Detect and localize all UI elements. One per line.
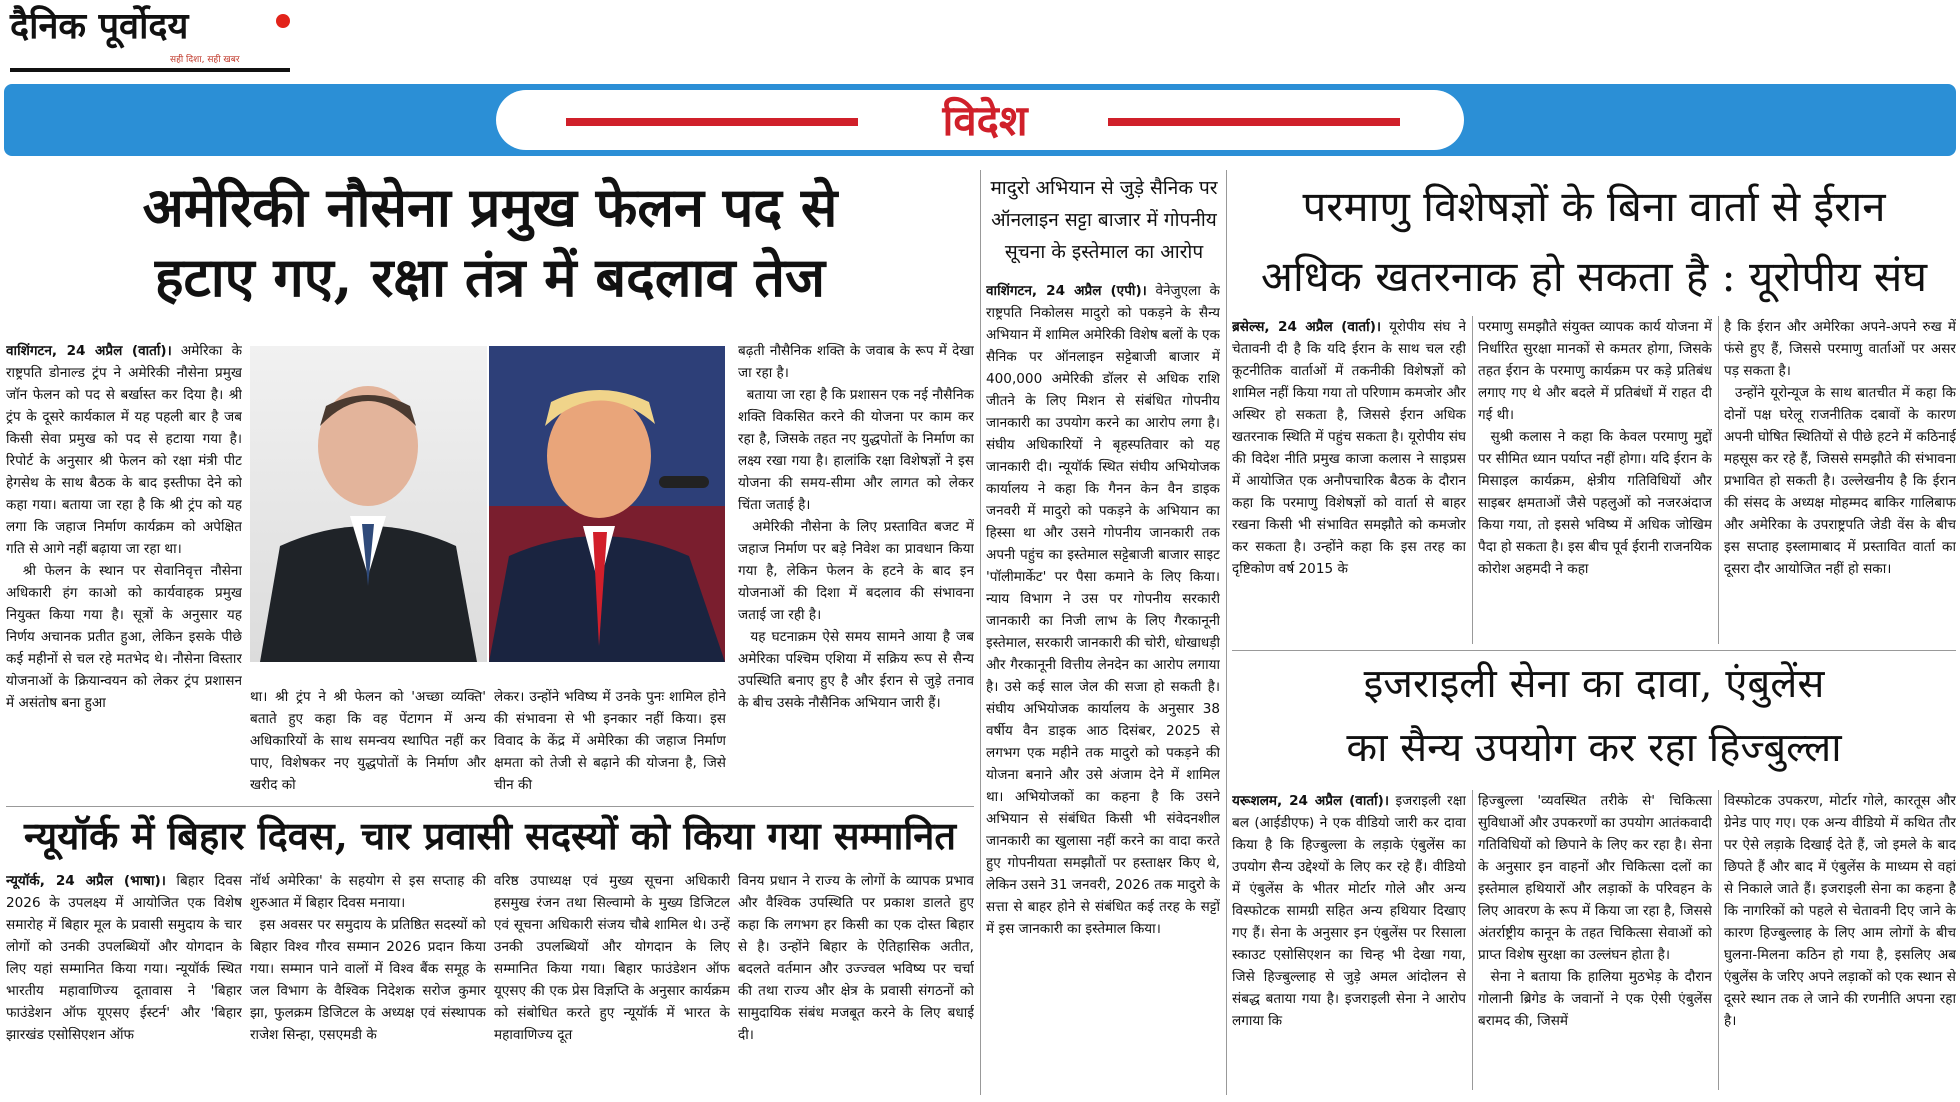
story3-bottom-rule [1232, 650, 1956, 651]
story1-bottom-rule [6, 806, 974, 807]
story4-col2 [1478, 790, 1712, 1090]
story5-col4-text: विनय प्रधान ने राज्य के लोगों के व्यापक प्रभाव और वैश्विक उपस्थिति पर प्रकाश डालते हुए कहा कि लगभग हर किसी का एक दोस्त बिहार से है। उन्होंने बिहार के ऐतिहासिक अतीत, बदलते वर्तमान और उज्ज्वल भविष्य पर चर्चा की तथा राज्य और क्षेत्र के प्रवासी संगठनों को सामुदायिक संबंध मजबूत करने के लिए बधाई दी। [738, 873, 974, 1043]
story5-col2 [250, 870, 486, 1090]
story2-headline-line2: ऑनलाइन सट्टा बाजार में गोपनीय [991, 209, 1217, 231]
story2-headline-line1: मादुरो अभियान से जुड़े सैनिक पर [990, 177, 1218, 199]
story5-dateline: न्यूयॉर्क, 24 अप्रैल (भाषा)। [6, 873, 166, 889]
story1-headline [10, 172, 970, 312]
story1-dateline: वाशिंगटन, 24 अप्रैल (वार्ता)। [6, 343, 172, 359]
story2-body [986, 280, 1220, 1090]
story4-dateline: यरूशलम, 24 अप्रैल (वार्ता)। [1232, 793, 1389, 809]
story3-headline-line2: अधिक खतरनाक हो सकता है : यूरोपीय संघ [1260, 252, 1928, 301]
photo-john-phelan [250, 346, 487, 662]
story1-col4 [738, 340, 974, 804]
masthead-rule [10, 68, 290, 72]
story2-body-text: वेनेजुएला के राष्ट्रपति निकोलस मादुरो को पकड़ने के सैन्य अभियान में शामिल अमेरिकी विशेष बलों के एक सैनिक पर ऑनलाइन सट्टेबाजी बाजार में 400,000 अमेरिकी डॉलर से अधिक राशि जीतने के लिए मिशन से संबंधित गोपनीय जानकारी का उपयोग करने का आरोप लगा है। संघीय अधिकारियों ने बृहस्पतिवार को यह जानकारी दी। न्यूयॉर्क स्थित संघीय अभियोजक कार्यालय ने कहा कि गैनन केन वैन डाइक जनवरी में मादुरो को पकड़ने के अभियान का हिस्सा था और उसने गोपनीय जानकारी तक अपनी पहुंच का इस्तेमाल सट्टेबाजी बाजार साइट 'पॉलीमार्केट' पर पैसा कमाने के लिए किया। न्याय विभाग ने उस पर गोपनीय सरकारी जानकारी का निजी लाभ के लिए गैरकानूनी इस्तेमाल, सरकारी जानकारी की चोरी, धोखाधड़ी और गैरकानूनी वित्तीय लेनदेन का आरोप लगाया है। उसे कई साल जेल की सजा हो सकती है। संघीय अभियोजक कार्यालय के अनुसार 38 वर्षीय वैन डाइक आठ दिसंबर, 2025 से लगभग एक महीने तक मादुरो को पकड़ने की योजना बनाने और उसे अंजाम देने में शामिल था। अभियोजकों का कहना है कि उसने अभियान से संबंधित किसी भी संवेदनशील जानकारी का खुलासा नहीं करने का वादा करते हुए गोपनीयता समझौतों पर हस्ताक्षर किए थे, लेकिन उसने 31 जनवरी, 2026 तक मादुरो के सत्ता से बाहर होने से संबंधित कई तरह के सट्टों में इस जानकारी का इस्तेमाल किया। [986, 283, 1220, 937]
story4-headline-line1: इजराइली सेना का दावा, एंबुलेंस [1363, 661, 1825, 707]
story4-headline-line2: का सैन्य उपयोग कर रहा हिज्बुल्ला [1346, 725, 1842, 771]
story1-col1-text-a: अमेरिका के राष्ट्रपति डोनाल्ड ट्रंप ने अमेरिकी नौसेना प्रमुख जॉन फेलन को पद से बर्खास्त कर दिया है। श्री ट्रंप के दूसरे कार्यकाल में यह पहली बार है जब किसी सेवा प्रमुख को पद से हटाया गया है। रिपोर्ट के अनुसार श्री फेलन को रक्षा मंत्री पीट हेगसेथ के साथ बैठक के बाद इस्तीफा देने को कहा गया। बताया जा रहा है कि श्री ट्रंप को यह लगा कि जहाज निर्माण कार्यक्रम को अपेक्षित गति से आगे नहीं बढ़ाया जा रहा था। [6, 343, 242, 557]
story1-col4-text-d: यह घटनाक्रम ऐसे समय सामने आया है जब अमेरिका पश्चिम एशिया में सक्रिय रूप से सैन्य उपस्थिति बनाए हुए है और ईरान से जुड़े तनाव के बीच उसके नौसैनिक अभियान जारी हैं। [738, 629, 974, 711]
story3-col3-text-a: है कि ईरान और अमेरिका अपने-अपने रुख में फंसे हुए हैं, जिससे परमाणु वार्ताओं पर असर पड़ सकता है। [1724, 319, 1956, 379]
masthead-tagline: सही दिशा, सही खबर [170, 55, 240, 65]
story3-headline [1232, 172, 1956, 312]
story4-headline [1232, 652, 1956, 780]
story4-col1 [1232, 790, 1466, 1090]
story3-headline-line1: परमाणु विशेषज्ञों के बिना वार्ता से ईरान [1302, 182, 1886, 231]
story4-col3-text: विस्फोटक उपकरण, मोर्टार गोले, कारतूस और ग्रेनेड पाए गए। एक अन्य वीडियो में कथित तौर पर ऐसे लड़ाके दिखाई देते हैं, जो इमले के बाद छिपते हैं और बाद में एंबुलेंस के माध्यम से वहां से निकाले जाते हैं। इजराइली सेना का कहना है कि नागरिकों को पहले से चेतावनी दिए जाने के कारण हिज्बुल्लाह के लिए आम लोगों के बीच घुलना-मिलना कठिन हो गया है, इसलिए अब एंबुलेंस के जरिए अपने लड़ाकों को एक स्थान से दूसरे स्थान तक ले जाने की रणनीति अपना रहा है। [1724, 793, 1956, 1029]
story5-col1-text: बिहार दिवस 2026 के उपलक्ष्य में आयोजित एक विशेष समारोह में बिहार मूल के प्रवासी समुदाय के चार लोगों को उनकी उपलब्धियों और योगदान के लिए यहां सम्मानित किया गया। न्यूयॉर्क स्थित भारतीय महावाणिज्य दूतावास ने 'बिहार फाउंडेशन ऑफ यूएसए ईस्टर्न' और 'बिहार झारखंड एसोसिएशन ऑफ [6, 873, 242, 1043]
story4-divider-2 [1718, 790, 1719, 1090]
story1-col4-text-a: बढ़ती नौसैनिक शक्ति के जवाब के रूप में देखा जा रहा है। [738, 343, 974, 381]
story4-divider-1 [1472, 790, 1473, 1090]
portrait-trump-icon [489, 346, 725, 662]
story1-col1 [6, 340, 242, 804]
story5-col1 [6, 870, 242, 1090]
story3-col1 [1232, 316, 1466, 644]
story1-col3 [494, 686, 726, 804]
story3-col3-text-b: उन्होंने यूरोन्यूज के साथ बातचीत में कहा कि दोनों पक्ष घरेलू राजनीतिक दबावों के कारण अपनी घोषित स्थितियों से पीछे हटने में कठिनाई महसूस कर रहे हैं, जिससे समझौते की संभावना प्रभावित हो सकती है। उल्लेखनीय है कि ईरान की संसद के अध्यक्ष मोहम्मद बाकिर गालिबाफ और अमेरिका के उपराष्ट्रपति जेडी वेंस के बीच इस सप्ताह इस्लामाबाद में प्रस्तावित वार्ता का दूसरा दौर आयोजित नहीं हो सका। [1724, 385, 1956, 577]
masthead-title: दैनिक पूर्वोदय [10, 5, 189, 47]
story1-col2 [250, 686, 486, 804]
story4-col2-text-b: सेना ने बताया कि हालिया मुठभेड़ के दौरान गोलानी ब्रिगेड के जवानों ने एक ऐसी एंबुलेंस बरामद की, जिसमें [1478, 969, 1712, 1029]
story2-headline-line3: सूचना के इस्तेमाल का आरोप [1004, 241, 1204, 263]
story3-divider-2 [1718, 316, 1719, 644]
story4-col1-text: इजराइली रक्षा बल (आईडीएफ) ने एक वीडियो जारी कर दावा किया है कि हिज्बुल्ला के लड़ाके एंबुलेंस का उपयोग सैन्य उद्देश्यों के लिए कर रहे हैं। वीडियो में एंबुलेंस के भीतर मोर्टार गोले और अन्य विस्फोटक सामग्री सहित अन्य हथियार दिखाए गए हैं। सेना के अनुसार इन एंबुलेंस पर रिसाला स्काउट एसोसिएशन का चिन्ह भी देखा गया, जिसे हिज्बुल्लाह से जुड़े अमल आंदोलन से संबद्ध बताया गया है। इजराइली सेना ने आरोप लगाया कि [1232, 793, 1466, 1029]
story3-col3 [1724, 316, 1956, 644]
section-rule-left [566, 118, 858, 126]
section-title: विदेश [942, 96, 1028, 145]
story3-col2-text-b: सुश्री कलास ने कहा कि केवल परमाणु मुद्दों पर सीमित ध्यान पर्याप्त नहीं होगा। यदि ईरान के मिसाइल कार्यक्रम, क्षेत्रीय गतिविधियों और साइबर क्षमताओं जैसे पहलुओं को नजरअंदाज किया गया, तो इससे भविष्य में अधिक जोखिम पैदा हो सकता है। इस बीच पूर्व ईरानी राजनयिक कोरोश अहमदी ने कहा [1478, 429, 1712, 577]
story3-dateline: ब्रसेल्स, 24 अप्रैल (वार्ता)। [1232, 319, 1382, 335]
story3-col2-text-a: परमाणु समझौते संयुक्त व्यापक कार्य योजना में निर्धारित सुरक्षा मानकों से कमतर होगा, जिसके तहत ईरान के परमाणु कार्यक्रम पर कड़े प्रतिबंध लगाए गए थे और बदले में प्रतिबंधों में राहत दी गई थी। [1478, 319, 1712, 423]
story1-headline-line2: हटाए गए, रक्षा तंत्र में बदलाव तेज [154, 245, 826, 309]
masthead [10, 4, 300, 74]
story3-col2 [1478, 316, 1712, 644]
story1-col3-text: लेकर। उन्होंने भविष्य में उनके पुनः शामिल होने की संभावना से भी इनकार नहीं किया। इस विवाद के केंद्र में अमेरिका की जहाज निर्माण क्षमता को तेजी से बढ़ाने की योजना है, जिसे चीन की [494, 689, 726, 793]
story1-col4-text-c: अमेरिकी नौसेना के लिए प्रस्तावित बजट में जहाज निर्माण पर बड़े निवेश का प्रावधान किया गया है, लेकिन फेलन के हटने के बाद इन योजनाओं की दिशा में बदलाव की संभावना जताई जा रही है। [738, 519, 974, 623]
story5-headline: न्यूयॉर्क में बिहार दिवस, चार प्रवासी सदस्यों को किया गया सम्मानित [23, 813, 957, 858]
story4-col2-text-a: हिज्बुल्ला 'व्यवस्थित तरीके से' चिकित्सा सुविधाओं और उपकरणों का उपयोग आतंकवादी गतिविधियों को छिपाने के लिए कर रहा है। सेना के अनुसार इन वाहनों और चिकित्सा दलों का इस्तेमाल हथियारों और लड़ाकों के परिवहन के लिए आवरण के रूप में किया जा रहा है, जिससे अंतर्राष्ट्रीय कानून के तहत चिकित्सा सेवाओं को प्राप्त विशेष सुरक्षा का उल्लंघन होता है। [1478, 793, 1712, 963]
photo-donald-trump [489, 346, 725, 662]
story3-divider-1 [1472, 316, 1473, 644]
story2-headline [986, 172, 1222, 268]
story1-col2-text: था। श्री ट्रंप ने श्री फेलन को 'अच्छा व्यक्ति' बताते हुए कहा कि वह पेंटागन में अन्य अधिकारियों के साथ समन्वय स्थापित नहीं कर पाए, विशेषकर नए युद्धपोतों के निर्माण और खरीद को [250, 689, 486, 793]
story1-col4-text-b: बताया जा रहा है कि प्रशासन एक नई नौसैनिक शक्ति विकसित करने की योजना पर काम कर रहा है, जिसके तहत नए युद्धपोतों के निर्माण का लक्ष्य रखा गया है। हालांकि रक्षा विशेषज्ञों ने इस योजना की समय-सीमा और लागत को लेकर चिंता जताई है। [738, 387, 974, 513]
story4-col3 [1724, 790, 1956, 1090]
section-rule-right [1108, 118, 1400, 126]
story2-dateline: वाशिंगटन, 24 अप्रैल (एपी)। [986, 283, 1147, 299]
story5-col2-text-b: इस अवसर पर समुदाय के प्रतिष्ठित सदस्यों को बिहार विश्व गौरव सम्मान 2026 प्रदान किया गया। सम्मान पाने वालों में विश्व बैंक समूह के जल विभाग के वैश्विक निदेशक सरोज कुमार झा, फुलक्रम डिजिटल के अध्यक्ष एवं संस्थापक राजेश सिन्हा, एसएमडी के [250, 917, 486, 1043]
story1-headline-line1: अमेरिकी नौसेना प्रमुख फेलन पद से [142, 175, 838, 239]
portrait-suit-man-icon [250, 346, 487, 662]
story1-col1-text-b: श्री फेलन के स्थान पर सेवानिवृत्त नौसेना अधिकारी हंग काओ को कार्यवाहक प्रमुख नियुक्त किया गया है। सूत्रों के अनुसार यह निर्णय अचानक प्रतीत हुआ, लेकिन इसके पीछे कई महीनों से चल रहे मतभेद थे। नौसेना विस्तार योजनाओं के क्रियान्वयन को लेकर ट्रंप प्रशासन में असंतोष बना हुआ [6, 563, 242, 711]
masthead-dot-icon [276, 14, 290, 28]
column-divider-2 [1226, 170, 1227, 1095]
story3-col1-text: यूरोपीय संघ ने चेतावनी दी है कि यदि ईरान के साथ चल रही कूटनीतिक वार्ताओं में तकनीकी विशेषज्ञों को शामिल नहीं किया गया तो परिणाम कमजोर और अस्थिर हो सकता है, जिससे ईरान अधिक खतरनाक स्थिति में पहुंच सकता है। यूरोपीय संघ की विदेश नीति प्रमुख काजा कलास ने साइप्रस में आयोजित एक अनौपचारिक बैठक के दौरान कहा कि परमाणु विशेषज्ञों को वार्ता से बाहर रखना किसी भी संभावित समझौते को कमजोर कर सकता है। उन्होंने कहा कि इस तरह का दृष्टिकोण वर्ष 2015 के [1232, 319, 1466, 577]
story5-col3-text: वरिष्ठ उपाध्यक्ष एवं मुख्य सूचना अधिकारी हसमुख रंजन तथा सिल्वामो के मुख्य डिजिटल एवं सूचना अधिकारी संजय चौबे शामिल थे। उन्हें उनकी उपलब्धियों और योगदान के लिए सम्मानित किया गया। बिहार फाउंडेशन ऑफ यूएसए की एक प्रेस विज्ञप्ति के अनुसार कार्यक्रम को संबोधित करते हुए न्यूयॉर्क में भारत के महावाणिज्य दूत [494, 873, 730, 1043]
column-divider-1 [980, 170, 981, 1095]
story5-col3 [494, 870, 730, 1090]
story5-col4 [738, 870, 974, 1090]
story5-col2-text-a: नॉर्थ अमेरिका' के सहयोग से इस सप्ताह की शुरुआत में बिहार दिवस मनाया। [250, 873, 486, 911]
